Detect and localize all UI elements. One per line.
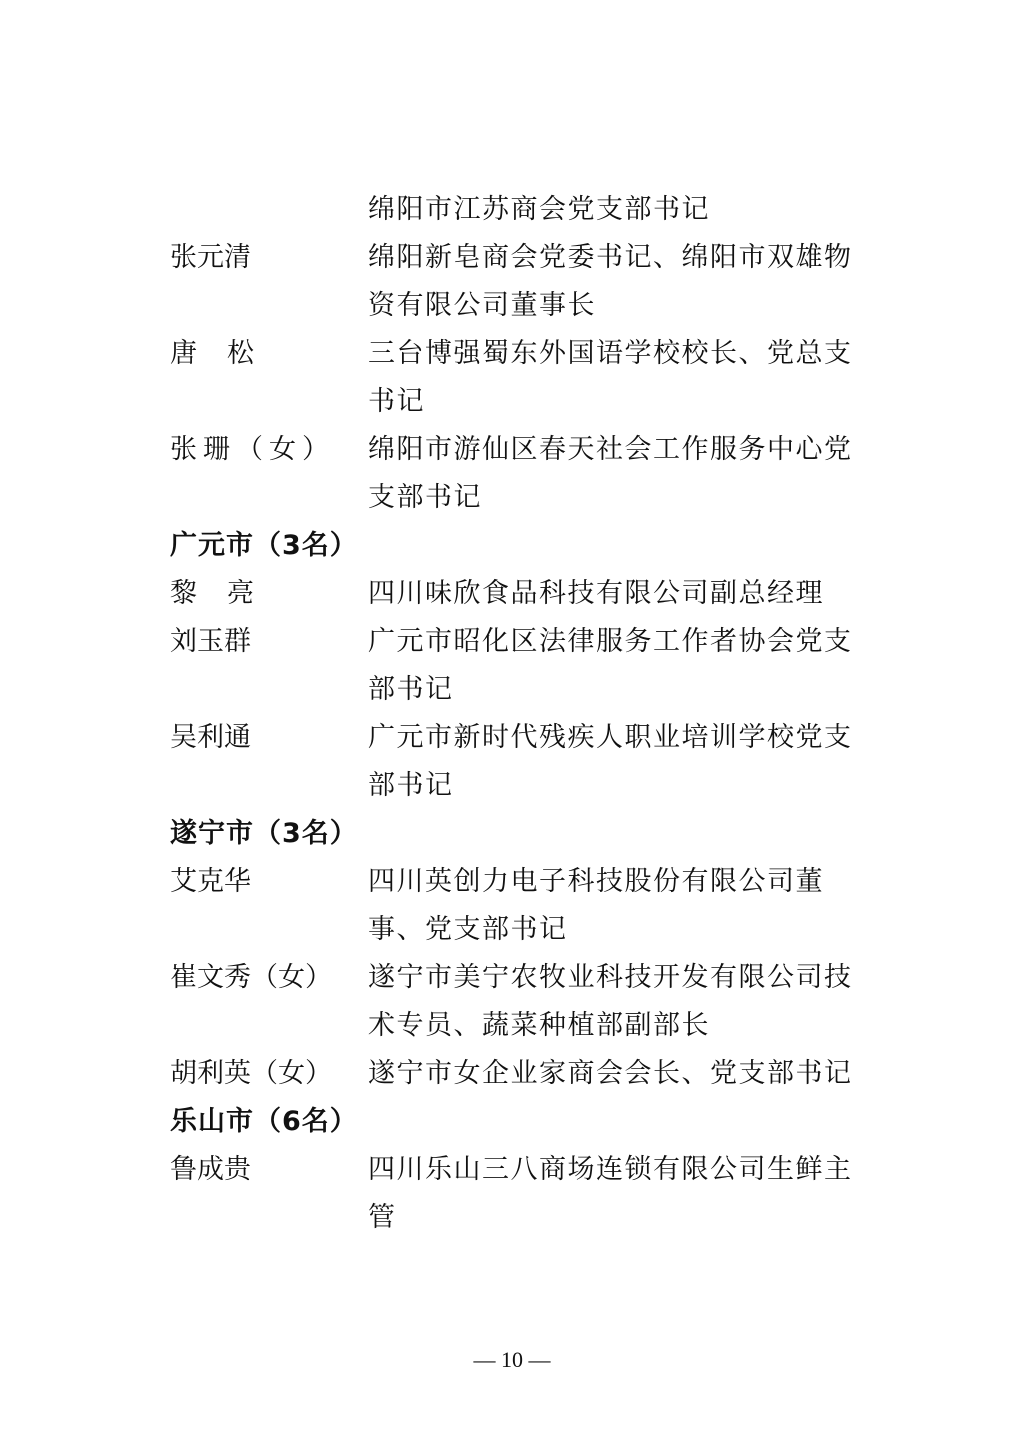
entry-role: 绵阳市游仙区春天社会工作服务中心党 (368, 434, 853, 465)
list-item-continued (170, 1002, 870, 1050)
entry-role: 遂宁市美宁农牧业科技开发有限公司技 (368, 962, 853, 993)
entry-name: 胡利英（女） (170, 1058, 332, 1089)
list-item (170, 954, 870, 1002)
entry-role: 四川味欣食品科技有限公司副总经理 (368, 578, 824, 609)
entry-name: 黎亮 (170, 578, 284, 609)
list-item-continued (170, 906, 870, 954)
list-item-continued (170, 378, 870, 426)
entry-role: 资有限公司董事长 (368, 290, 596, 321)
section-heading (170, 810, 870, 858)
list-item (170, 1146, 870, 1194)
list-item (170, 858, 870, 906)
list-item (170, 426, 870, 474)
entry-role: 术专员、蔬菜种植部副部长 (368, 1010, 710, 1041)
section-heading-text: 广元市（3名） (170, 530, 358, 561)
section-heading (170, 1098, 870, 1146)
list-item (170, 570, 870, 618)
entry-role: 支部书记 (368, 482, 482, 513)
list-item-continued (170, 474, 870, 522)
section-heading-text: 乐山市（6名） (170, 1106, 358, 1137)
list-item (170, 1050, 870, 1098)
entry-name: 唐松 (170, 338, 284, 369)
entry-role: 管 (368, 1202, 397, 1233)
list-item-continued (170, 282, 870, 330)
entry-name: 艾克华 (170, 866, 251, 897)
entry-name: 张元清 (170, 242, 251, 273)
entry-name: 张珊（女） (170, 434, 335, 465)
section-heading (170, 522, 870, 570)
section-heading-text: 遂宁市（3名） (170, 818, 358, 849)
list-item (170, 234, 870, 282)
entry-role: 部书记 (368, 674, 454, 705)
entry-role: 部书记 (368, 770, 454, 801)
entry-name: 崔文秀（女） (170, 962, 332, 993)
entry-role: 书记 (368, 386, 425, 417)
list-item (170, 186, 870, 234)
list-item (170, 714, 870, 762)
entry-name: 吴利通 (170, 722, 251, 753)
entry-name: 鲁成贵 (170, 1154, 251, 1185)
entry-name: 刘玉群 (170, 626, 251, 657)
list-item-continued (170, 762, 870, 810)
entry-role: 广元市新时代残疾人职业培训学校党支 (368, 722, 853, 753)
entry-role: 广元市昭化区法律服务工作者协会党支 (368, 626, 853, 657)
page-number: — 10 — (473, 1347, 551, 1372)
list-item-continued (170, 1194, 870, 1242)
entry-role: 绵阳市江苏商会党支部书记 (368, 194, 710, 225)
entry-role: 四川乐山三八商场连锁有限公司生鲜主 (368, 1154, 853, 1185)
entry-role: 三台博强蜀东外国语学校校长、党总支 (368, 338, 853, 369)
entry-role: 绵阳新皂商会党委书记、绵阳市双雄物 (368, 242, 853, 273)
list-item-continued (170, 666, 870, 714)
entry-role: 四川英创力电子科技股份有限公司董 (368, 866, 824, 897)
entry-role: 事、党支部书记 (368, 914, 568, 945)
list-item (170, 330, 870, 378)
entry-role: 遂宁市女企业家商会会长、党支部书记 (368, 1058, 853, 1089)
list-item (170, 618, 870, 666)
